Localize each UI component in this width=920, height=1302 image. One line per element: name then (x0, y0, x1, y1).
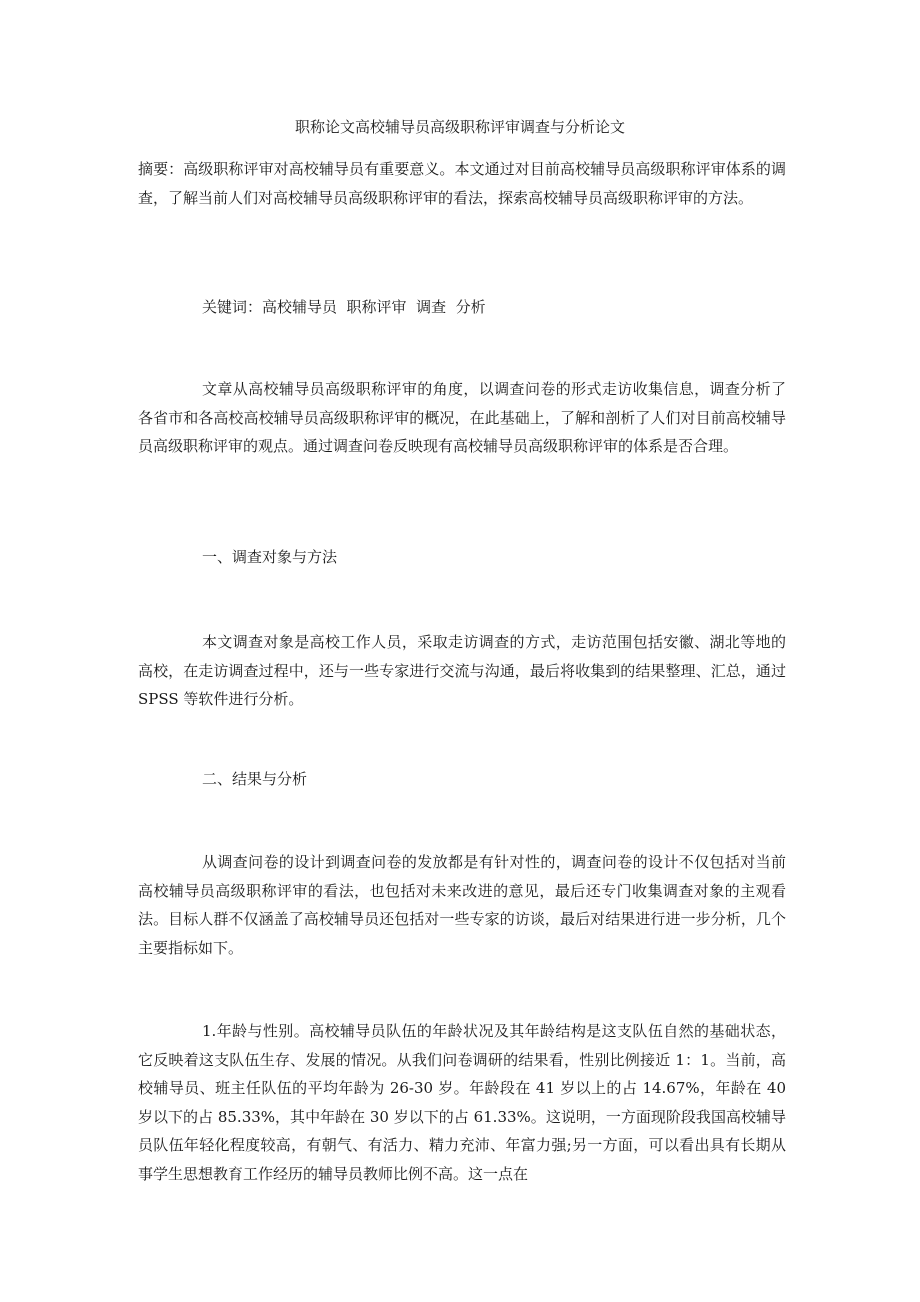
section-heading-2: 二、结果与分析 (202, 770, 308, 788)
methods-paragraph: 本文调查对象是高校工作人员，采取走访调查的方式，走访范围包括安徽、湖北等地的高校，在走访调查过程中，还与一些专家进行交流与沟通，最后将收集到的结果整理、汇总，通过 SPSS 等软件进行分析。 (138, 633, 786, 708)
age-gender-paragraph: 1.年龄与性别。高校辅导员队伍的年龄状况及其年龄结构是这支队伍自然的基础状态，它反映着这支队伍生存、发展的情况。从我们问卷调研的结果看，性别比例接近 1：1。当前，高校辅导员、班主任队伍的平均年龄为 26-30 岁。年龄段在 41 岁以上的占 14.67%，年龄在 40 岁以下的占 85.33%，其中年龄在 30 岁以下的占 61.33%。这说明，一方面现阶段我国高校辅导员队伍年轻化程度较高，有朝气、有活力、精力充沛、年富力强;另一方面，可以看出具有长期从事学生思想教育工作经历的辅导员教师比例不高。这一点在 (138, 1022, 786, 1183)
abstract-paragraph: 摘要：高级职称评审对高校辅导员有重要意义。本文通过对目前高校辅导员高级职称评审体系的调查，了解当前人们对高校辅导员高级职称评审的看法，探索高校辅导员高级职称评审的方法。 (138, 160, 786, 207)
intro-paragraph: 文章从高校辅导员高级职称评审的角度，以调查问卷的形式走访收集信息，调查分析了各省市和各高校高校辅导员高级职称评审的概况，在此基础上，了解和剖析了人们对目前高校辅导员高级职称评审的观点。通过调查问卷反映现有高校辅导员高级职称评审的体系是否合理。 (138, 380, 786, 455)
section-heading-1: 一、调查对象与方法 (202, 548, 338, 566)
results-paragraph: 从调查问卷的设计到调查问卷的发放都是有针对性的，调查问卷的设计不仅包括对当前高校辅导员高级职称评审的看法，也包括对未来改进的意见，最后还专门收集调查对象的主观看法。目标人群不仅涵盖了高校辅导员还包括对一些专家的访谈，最后对结果进行进一步分析，几个主要指标如下。 (138, 853, 786, 957)
keywords-line: 关键词：高校辅导员 职称评审 调查 分析 (202, 298, 486, 316)
document-title: 职称论文高校辅导员高级职称评审调查与分析论文 (294, 118, 625, 136)
